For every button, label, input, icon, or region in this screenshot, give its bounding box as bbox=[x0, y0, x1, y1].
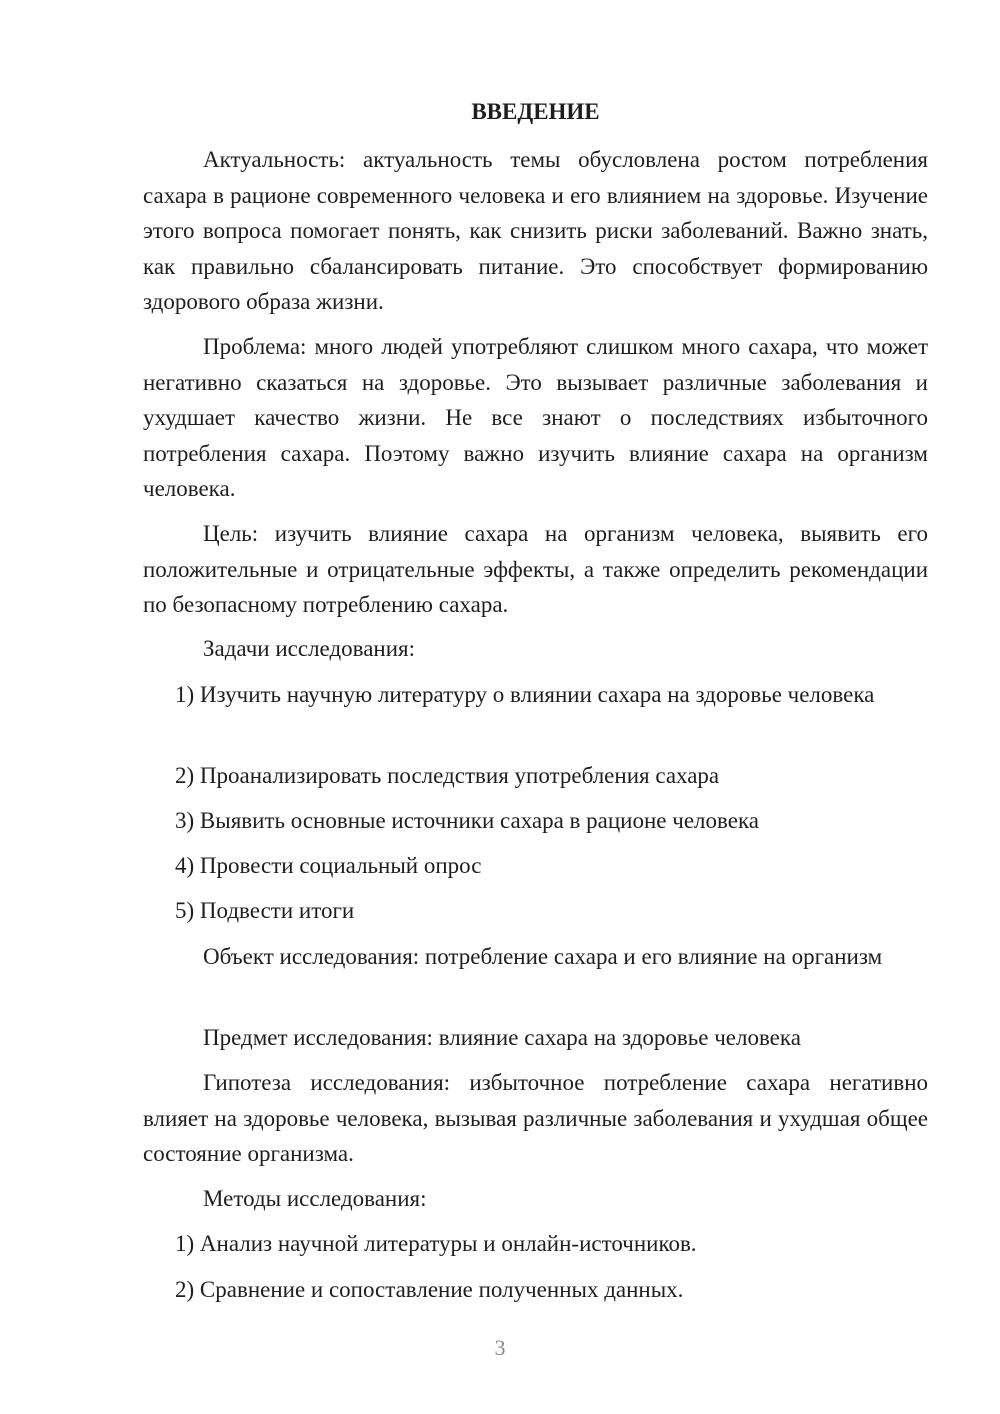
tasks-heading: Задачи исследования: bbox=[203, 636, 416, 661]
goal-paragraph: Цель: изучить влияние сахара на организм человека, выявить его положительные и отрицательные эффекты, а также определить рекомендации по безопасному потреблению сахара. bbox=[143, 521, 928, 617]
object-paragraph: Объект исследования: потребление сахара и его влияние на организм bbox=[203, 944, 883, 969]
task-item-5: 5) Подвести итоги bbox=[175, 898, 355, 923]
section-title: ВВЕДЕНИЕ bbox=[471, 99, 600, 124]
method-item-1: 1) Анализ научной литературы и онлайн-источников. bbox=[175, 1231, 697, 1256]
subject-paragraph: Предмет исследования: влияние сахара на здоровье человека bbox=[203, 1025, 801, 1050]
task-item-1: 1) Изучить научную литературу о влиянии сахара на здоровье человека bbox=[175, 682, 875, 707]
page-number: 3 bbox=[494, 1335, 506, 1360]
problem-paragraph: Проблема: много людей употребляют слишком много сахара, что может негативно сказаться на здоровье. Это вызывает различные заболевания и ухудшает качество жизни. Не все знают о последствиях избыточного потребления сахара. Поэтому важно изучить влияние сахара на организм человека. bbox=[143, 334, 928, 501]
methods-heading: Методы исследования: bbox=[203, 1186, 427, 1211]
task-item-2: 2) Проанализировать последствия употребления сахара bbox=[175, 763, 720, 788]
relevance-paragraph: Актуальность: актуальность темы обусловлена ростом потребления сахара в рационе современного человека и его влиянием на здоровье. Изучение этого вопроса помогает понять, как снизить риски заболеваний. Важно знать, как правильно сбалансировать питание. Это способствует формированию здорового образа жизни. bbox=[143, 147, 928, 314]
hypothesis-paragraph: Гипотеза исследования: избыточное потребление сахара негативно влияет на здоровье человека, вызывая различные заболевания и ухудшая общее состояние организма. bbox=[143, 1070, 928, 1166]
method-item-2: 2) Сравнение и сопоставление полученных данных. bbox=[175, 1277, 684, 1302]
task-item-4: 4) Провести социальный опрос bbox=[175, 853, 482, 878]
task-item-3: 3) Выявить основные источники сахара в рационе человека bbox=[175, 808, 759, 833]
